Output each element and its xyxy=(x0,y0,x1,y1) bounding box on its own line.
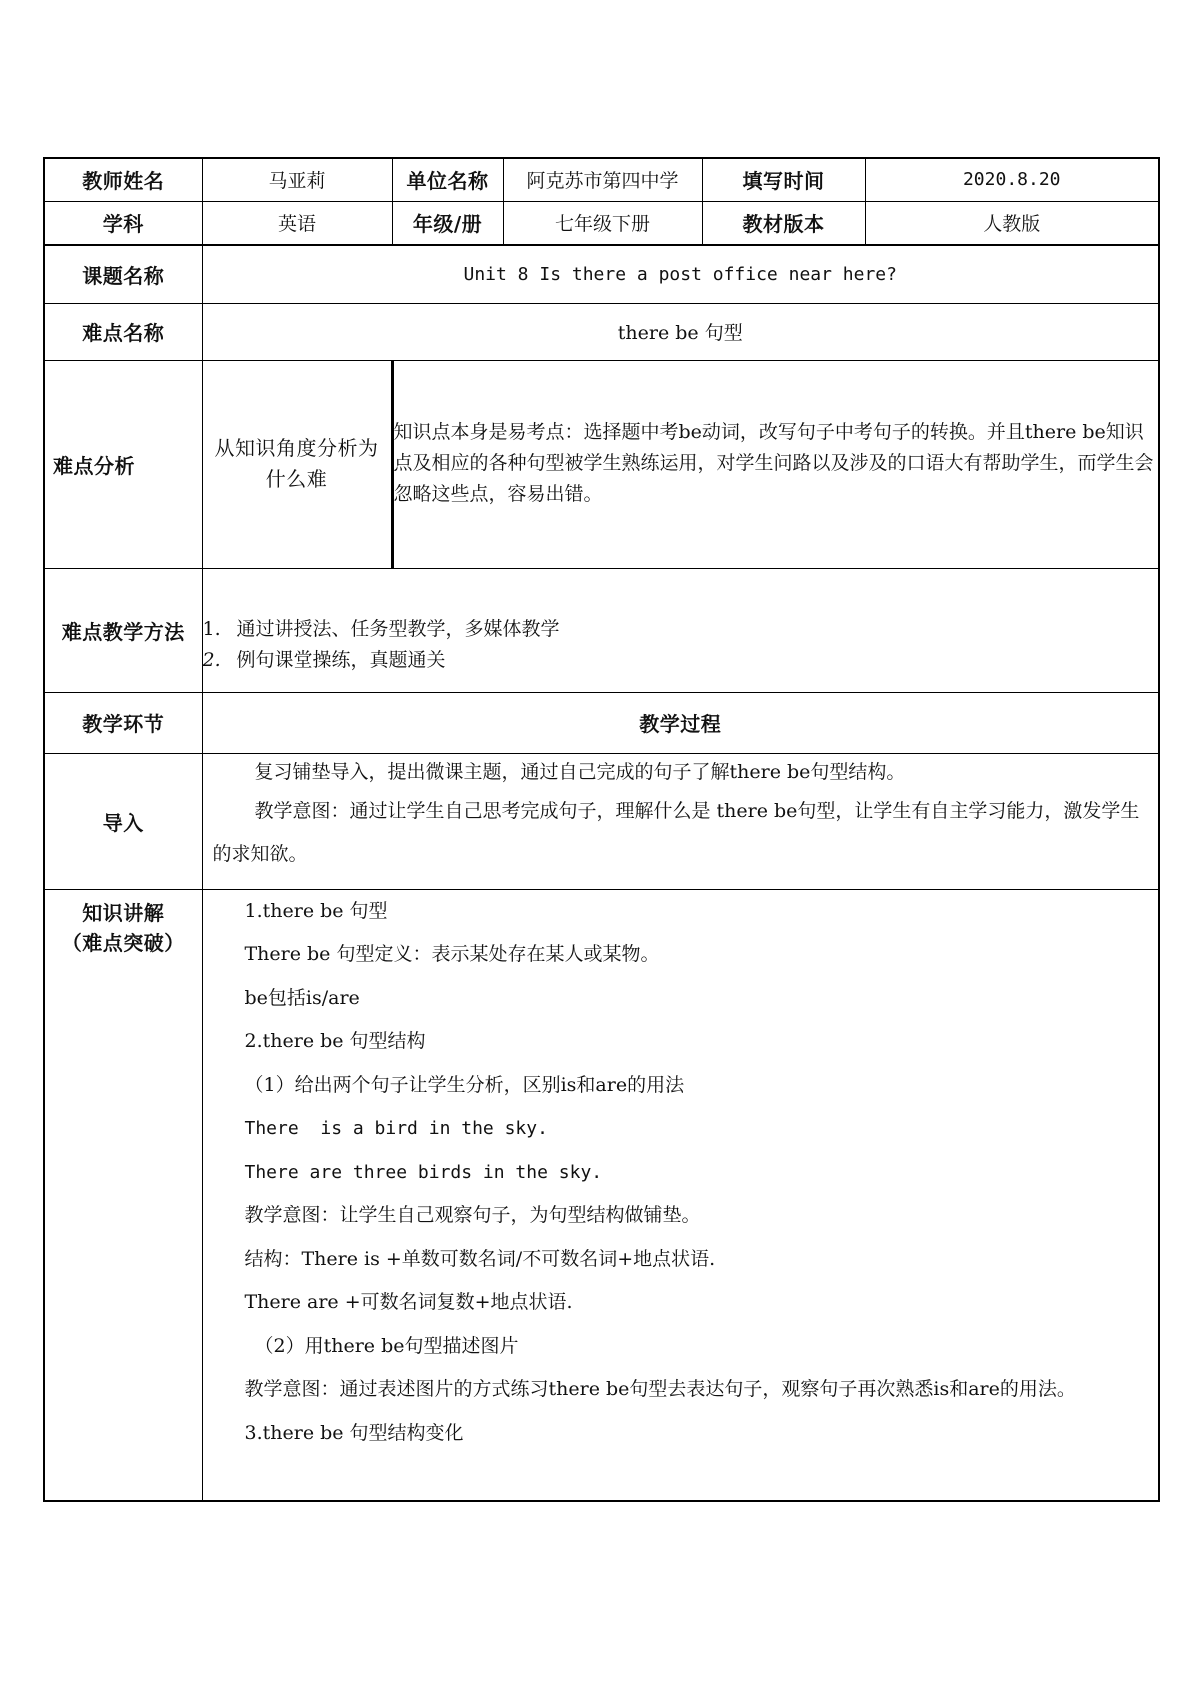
knowledge-line: （1）给出两个句子让学生分析，区别is和are的用法 xyxy=(244,1073,685,1096)
knowledge-label-line: 知识讲解 xyxy=(82,900,165,925)
analysis-label: 难点分析 xyxy=(44,360,202,568)
intro-row xyxy=(44,753,1159,889)
difficulty-row xyxy=(44,303,1159,360)
intro-line: 教学意图：通过让学生自己思考完成句子，理解什么是 there be句型，让学生有自主学习能力，激发学生的求知欲。 xyxy=(212,799,1140,865)
knowledge-content xyxy=(202,889,1159,1501)
process-header-row xyxy=(44,692,1159,753)
subject-value: 英语 xyxy=(202,201,392,245)
edition-label: 教材版本 xyxy=(702,201,865,245)
intro-label: 导入 xyxy=(44,753,202,889)
info-row-1 xyxy=(44,158,1159,201)
unit-value: 阿克苏市第四中学 xyxy=(503,158,702,201)
topic-row xyxy=(44,245,1159,303)
knowledge-label xyxy=(44,889,202,1501)
topic-value: Unit 8 Is there a post office near here? xyxy=(202,245,1159,303)
difficulty-label: 难点名称 xyxy=(44,303,202,360)
analysis-row xyxy=(44,360,1159,568)
grade-label: 年级/册 xyxy=(392,201,503,245)
knowledge-line: 1.there be 句型 xyxy=(244,899,388,922)
method-item-text: 通过讲授法、任务型教学，多媒体教学 xyxy=(236,618,560,640)
knowledge-line: （2）用there be句型描述图片 xyxy=(254,1334,519,1357)
knowledge-line: 教学意图：通过表述图片的方式练习there be句型去表达句子，观察句子再次熟悉is和are的用法。 xyxy=(244,1378,1076,1400)
date-label: 填写时间 xyxy=(702,158,865,201)
info-row-2 xyxy=(44,201,1159,245)
knowledge-line: 结构：There is +单数可数名词/不可数名词+地点状语. xyxy=(244,1247,716,1270)
knowledge-line: There are three birds in the sky. xyxy=(244,1161,603,1183)
knowledge-line: 教学意图：让学生自己观察句子，为句型结构做铺垫。 xyxy=(244,1204,701,1226)
edition-value: 人教版 xyxy=(865,201,1159,245)
teacher-value: 马亚莉 xyxy=(202,158,392,201)
difficulty-value: there be 句型 xyxy=(202,303,1159,360)
method-item-text: 例句课堂操练，真题通关 xyxy=(236,649,446,671)
lesson-plan-table xyxy=(43,157,1160,1502)
knowledge-line: 2.there be 句型结构 xyxy=(244,1030,426,1052)
knowledge-line: 3.there be 句型结构变化 xyxy=(244,1421,464,1444)
method-item xyxy=(203,645,1159,676)
unit-label: 单位名称 xyxy=(392,158,503,201)
knowledge-label-line: （难点突破） xyxy=(61,930,185,955)
knowledge-line: There be 句型定义：表示某处存在某人或某物。 xyxy=(244,943,660,965)
teacher-label: 教师姓名 xyxy=(44,158,202,201)
method-item-number: 1. xyxy=(202,618,221,640)
knowledge-row xyxy=(44,889,1159,1501)
intro-content xyxy=(202,753,1159,889)
process-stage-label: 教学环节 xyxy=(44,692,202,753)
knowledge-line: There are +可数名词复数+地点状语. xyxy=(244,1291,573,1313)
analysis-sub-label: 从知识角度分析为什么难 xyxy=(202,360,392,568)
intro-line: 复习铺垫导入，提出微课主题，通过自己完成的句子了解there be句型结构。 xyxy=(254,760,906,783)
date-value: 2020.8.20 xyxy=(865,158,1159,201)
subject-label: 学科 xyxy=(44,201,202,245)
method-label: 难点教学方法 xyxy=(44,568,202,692)
method-row xyxy=(44,568,1159,692)
knowledge-line: There is a bird in the sky. xyxy=(244,1118,548,1139)
topic-label: 课题名称 xyxy=(44,245,202,303)
grade-value: 七年级下册 xyxy=(503,201,702,245)
knowledge-line: be包括is/are xyxy=(244,986,360,1009)
method-list xyxy=(202,568,1159,692)
method-item-number: 2. xyxy=(202,649,221,671)
analysis-text: 知识点本身是易考点：选择题中考be动词，改写句子中考句子的转换。并且there be知识点及相应的各种句型被学生熟练运用，对学生问路以及涉及的口语大有帮助学生，而学生会忽略这些点，容易出错。 xyxy=(392,360,1159,568)
process-title: 教学过程 xyxy=(202,692,1159,753)
method-item xyxy=(203,614,1159,645)
